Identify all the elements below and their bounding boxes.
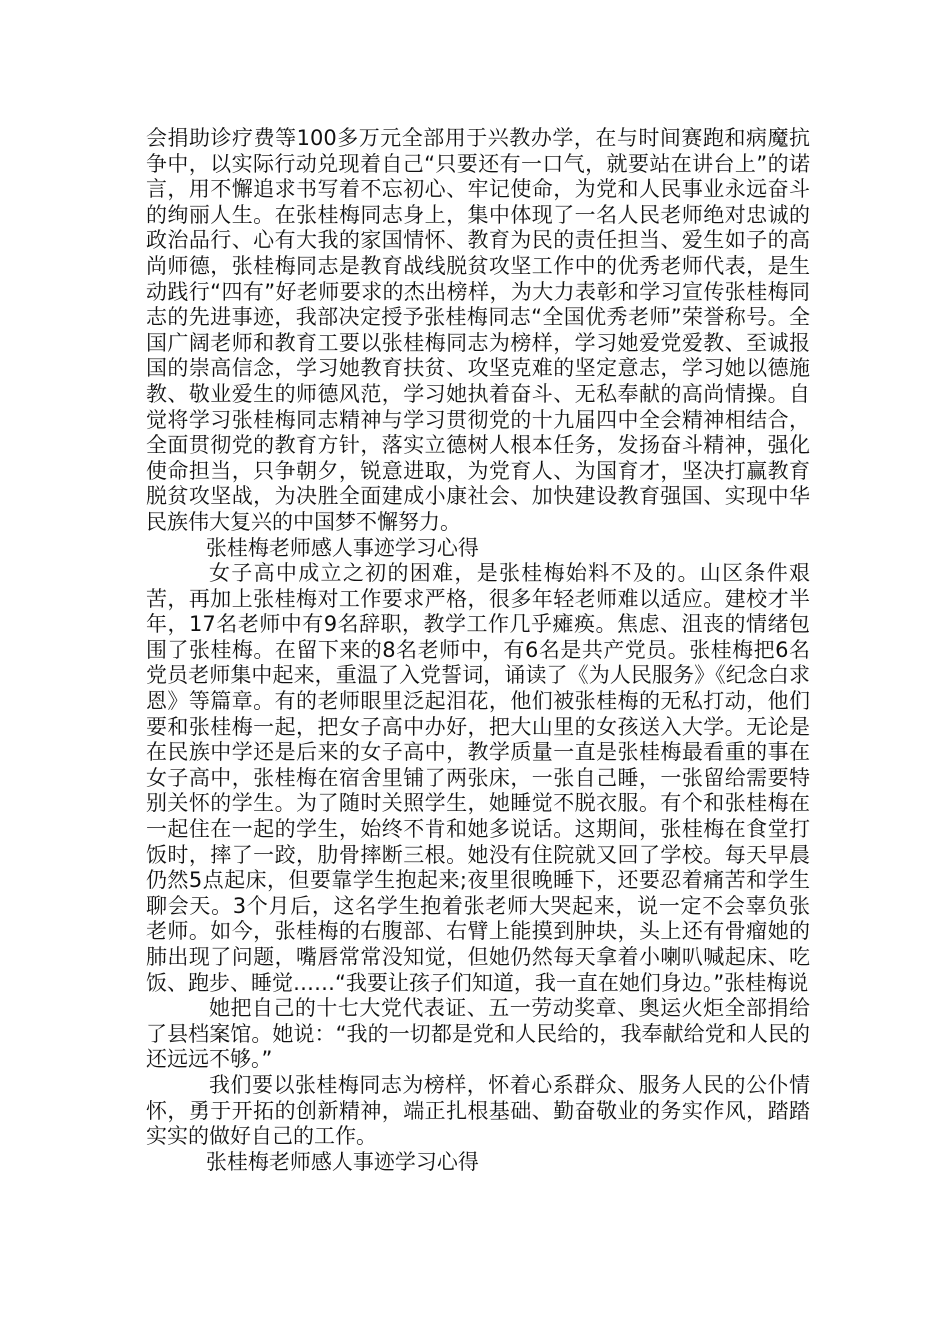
paragraph-body: 她把自己的十七大党代表证、五一劳动奖章、奥运火炬全部捐给了县档案馆。她说：“我的一切都是党和人民给的，我奉献给党和人民的还远远不够。” bbox=[146, 996, 810, 1072]
section-heading: 张桂梅老师感人事迹学习心得 bbox=[205, 1149, 479, 1174]
paragraph-body: 我们要以张桂梅同志为榜样，怀着心系群众、服务人民的公仆情怀，勇于开拓的创新精神，端正扎根基础、勤奋敬业的务实作风，踏踏实实的做好自己的工作。 bbox=[146, 1072, 810, 1149]
section-heading: 张桂梅老师感人事迹学习心得 bbox=[205, 535, 479, 560]
paragraph-continuation: 会捐助诊疗费等100多万元全部用于兴教办学，在与时间赛跑和病魔抗争中，以实际行动兑现着自己“只要还有一口气，就要站在讲台上”的诺言，用不懈追求书写着不忘初心、牢记使命，为党和人民事业永远奋斗的绚丽人生。在张桂梅同志身上，集中体现了一名人民老师绝对忠诚的政治品行、心有大我的家国情怀、教育为民的责任担当、爱生如子的高尚师德，张桂梅同志是教育战线脱贫攻坚工作中的优秀老师代表，是生动践行“四有”好老师要求的杰出榜样，为大力表彰和学习宣传张桂梅同志的先进事迹，我部决定授予张桂梅同志“全国优秀老师”荣誉称号。全国广阔老师和教育工要以张桂梅同志为榜样，学习她爱党爱教、至诚报国的崇高信念，学习她教育扶贫、攻坚克难的坚定意志，学习她以德施教、敬业爱生的师德风范，学习她执着奋斗、无私奉献的高尚情操。自觉将学习张桂梅同志精神与学习贯彻党的十九届四中全会精神相结合，全面贯彻党的教育方针，落实立德树人根本任务，发扬奋斗精神，强化使命担当，只争朝夕，锐意进取，为党育人、为国育才，坚决打赢教育脱贫攻坚战，为决胜全面建成小康社会、加快建设教育强国、实现中华民族伟大复兴的中国梦不懈努力。 bbox=[146, 126, 810, 534]
paragraph-body: 女子高中成立之初的困难，是张桂梅始料不及的。山区条件艰苦，再加上张桂梅对工作要求严格，很多年轻老师难以适应。建校才半年，17名老师中有9名辞职，教学工作几乎瘫痪。焦虑、沮丧的情绪包围了张桂梅。在留下来的8名老师中，有6名是共产党员。张桂梅把6名党员老师集中起来，重温了入党誓词，诵读了《为人民服务》《纪念白求恩》等篇章。有的老师眼里泛起泪花，他们被张桂梅的无私打动，他们要和张桂梅一起，把女子高中办好，把大山里的女孩送入大学。无论是在民族中学还是后来的女子高中，教学质量一直是张桂梅最看重的事在女子高中，张桂梅在宿舍里铺了两张床，一张自己睡，一张留给需要特别关怀的学生。为了随时关照学生，她睡觉不脱衣服。有个和张桂梅在一起住在一起的学生，始终不肯和她多说话。这期间，张桂梅在食堂打饭时，摔了一跤，肋骨摔断三根。她没有住院就又回了学校。每天早晨仍然5点起床，但要靠学生抱起来;夜里很晚睡下，还要忍着痛苦和学生聊会天。3个月后，这名学生抱着张老师大哭起来，说一定不会辜负张老师。如今，张桂梅的右腹部、右臂上能摸到肿块，头上还有骨瘤她的肺出现了问题，嘴唇常常没知觉，但她仍然每天拿着小喇叭喊起床、吃饭、跑步、睡觉……“我要让孩子们知道，我一直在她们身边。”张桂梅说 bbox=[146, 561, 810, 995]
document-body bbox=[146, 126, 810, 1175]
